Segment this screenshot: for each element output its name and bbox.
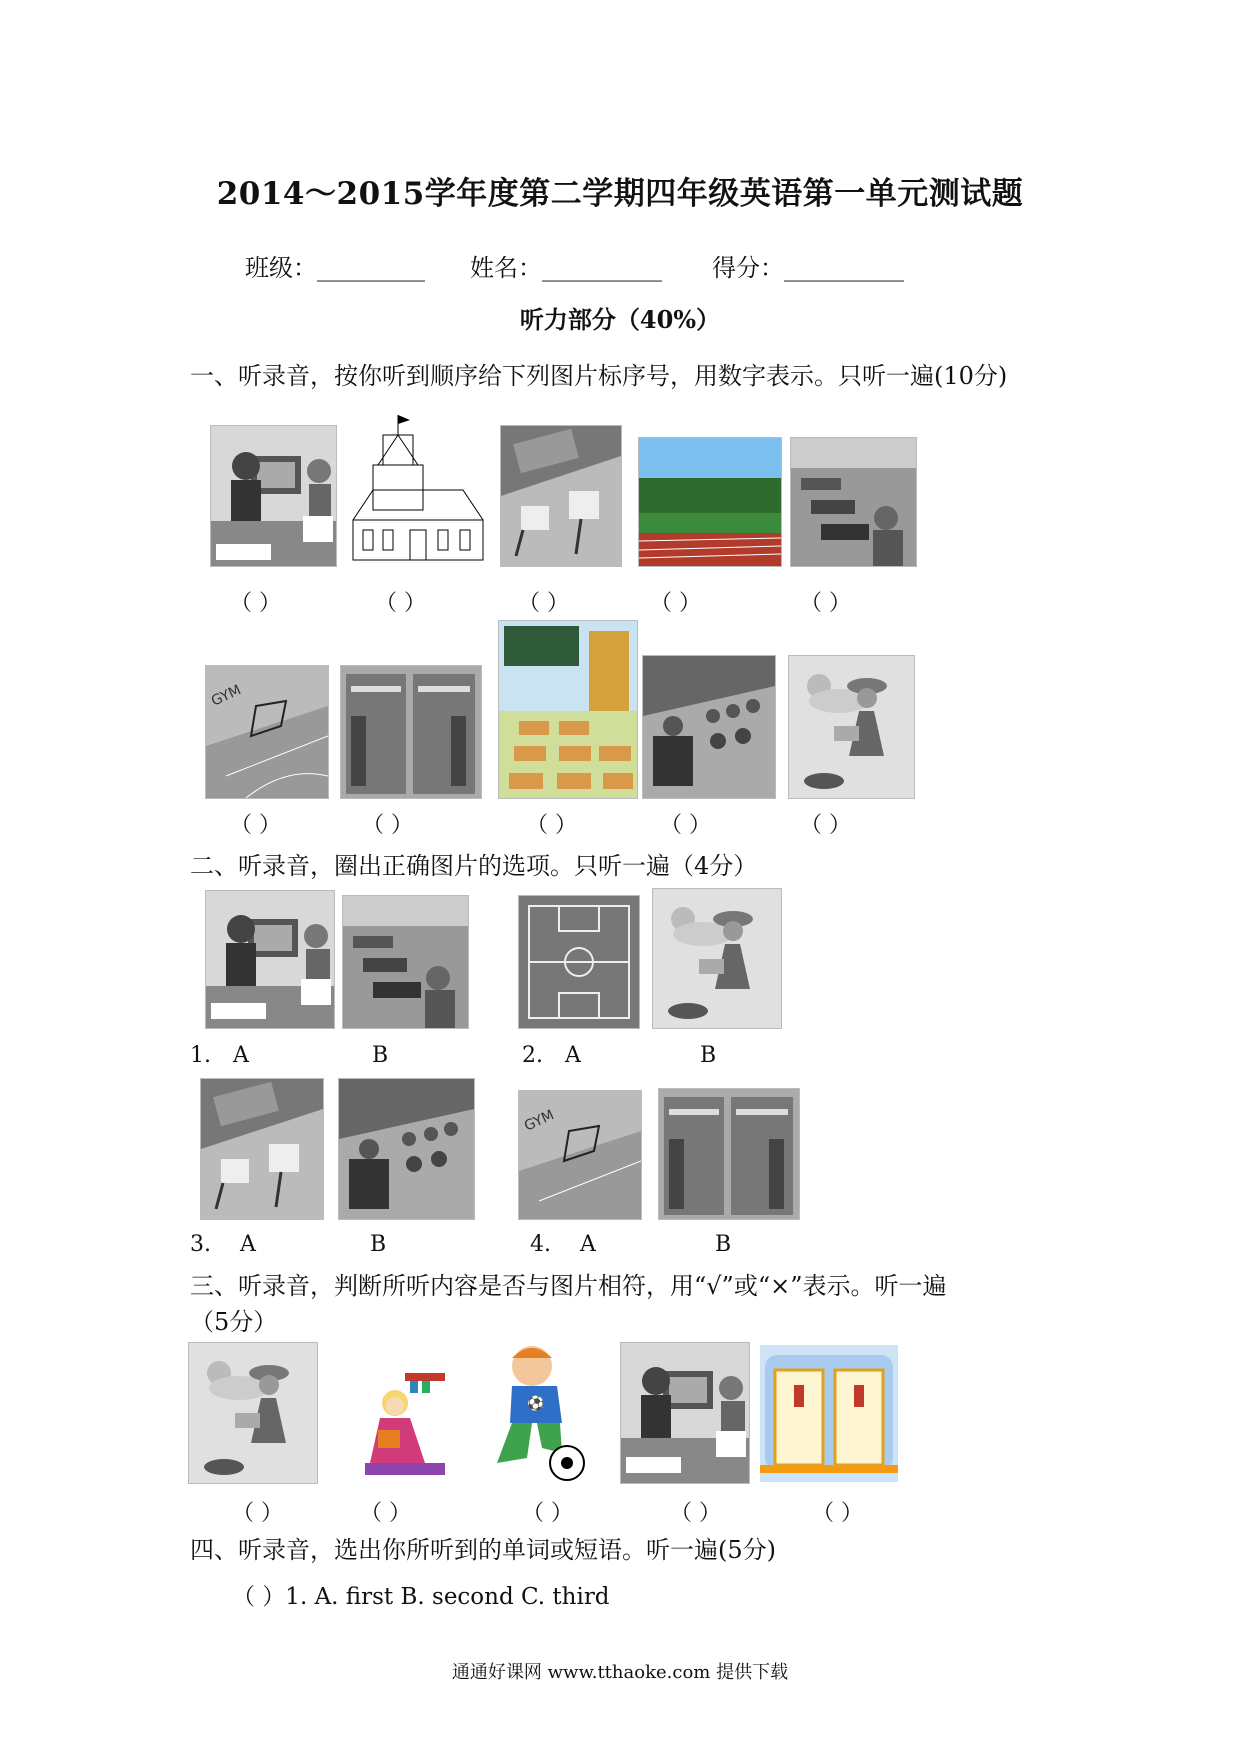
answer-blank[interactable]: （ ） [670,1501,721,1526]
watering-flowers-picture [188,1342,318,1484]
q2-option-a[interactable]: A [580,1232,596,1257]
watering-flowers-picture [652,888,782,1029]
school-building-picture [348,410,488,565]
art-room-picture [500,425,622,567]
answer-blank[interactable]: （ ） [375,591,426,616]
listening-section-header: 听力部分（40%） [519,305,721,334]
answer-blank[interactable]: （ ） [526,813,577,838]
homework-picture [210,425,337,567]
q2-option-a[interactable]: A [240,1232,256,1257]
art-room-picture [200,1078,324,1220]
answer-blank[interactable]: （ ） [800,813,851,838]
answer-blank[interactable]: （ ） [522,1501,573,1526]
gym-picture [518,1090,642,1220]
q2-option-b[interactable]: B [370,1232,387,1257]
answer-blank[interactable]: （ ） [230,591,281,616]
q3-heading: 三、听录音，判断所听内容是否与图片相符，用“√”或“×”表示。听一遍 [190,1272,947,1300]
q2-item-number: 2. [522,1043,543,1068]
footer-credit: 通通好课网 www.tthaoke.com 提供下载 [451,1662,789,1683]
playground-picture [638,437,782,567]
gym-picture [205,665,329,799]
answer-blank[interactable]: （ ） [518,591,569,616]
answer-blank[interactable]: （ ） [362,813,413,838]
answer-blank[interactable]: （ ） [812,1501,863,1526]
q2-item-number: 3. [190,1232,211,1257]
q2-option-a[interactable]: A [233,1043,249,1068]
music-room-picture [642,655,776,799]
gym-sign: GYM [521,1107,557,1135]
page-title: 2014～2015学年度第二学期四年级英语第一单元测试题 [216,176,1024,212]
music-room-picture [338,1078,475,1220]
computer-room-picture [342,895,469,1029]
answer-blank[interactable]: （ ） [360,1501,411,1526]
q2-option-b[interactable]: B [700,1043,717,1068]
answer-blank[interactable]: （ ） [230,813,281,838]
football-boy-picture [482,1338,592,1482]
basketball-court-picture [518,895,640,1029]
name-field[interactable]: 姓名：__________ [470,254,662,282]
computer-room-picture [790,437,917,567]
answer-blank[interactable]: （ ） [660,813,711,838]
classroom-picture [498,620,638,799]
answer-blank[interactable]: （ ） [800,591,851,616]
homework-picture [620,1342,750,1484]
q2-item-number: 4. [530,1232,551,1257]
answer-blank[interactable]: （ ） [232,1501,283,1526]
class-field[interactable]: 班级：_________ [245,254,425,282]
q2-option-b[interactable]: B [372,1043,389,1068]
score-field[interactable]: 得分：__________ [712,254,904,282]
library-picture [340,665,482,799]
reading-girl-picture [350,1368,460,1482]
homework-picture [205,890,335,1029]
q4-item-1[interactable]: （ ）1. A. first B. second C. third [232,1584,610,1610]
q3-heading-points: （5分） [190,1308,278,1336]
q2-option-a[interactable]: A [565,1043,581,1068]
gym-sign: GYM [208,682,244,710]
library-picture [658,1088,800,1220]
q1-heading: 一、听录音，按你听到顺序给下列图片标序号，用数字表示。只听一遍(10分) [190,362,1008,390]
q2-item-number: 1. [190,1043,211,1068]
answer-blank[interactable]: （ ） [650,591,701,616]
svg-text:⚽: ⚽ [527,1396,545,1412]
q4-heading: 四、听录音，选出你所听到的单词或短语。听一遍(5分) [190,1536,776,1564]
washroom-picture [760,1345,898,1482]
q2-option-b[interactable]: B [715,1232,732,1257]
watering-flowers-picture [788,655,915,799]
q2-heading: 二、听录音，圈出正确图片的选项。只听一遍（4分） [190,852,758,880]
